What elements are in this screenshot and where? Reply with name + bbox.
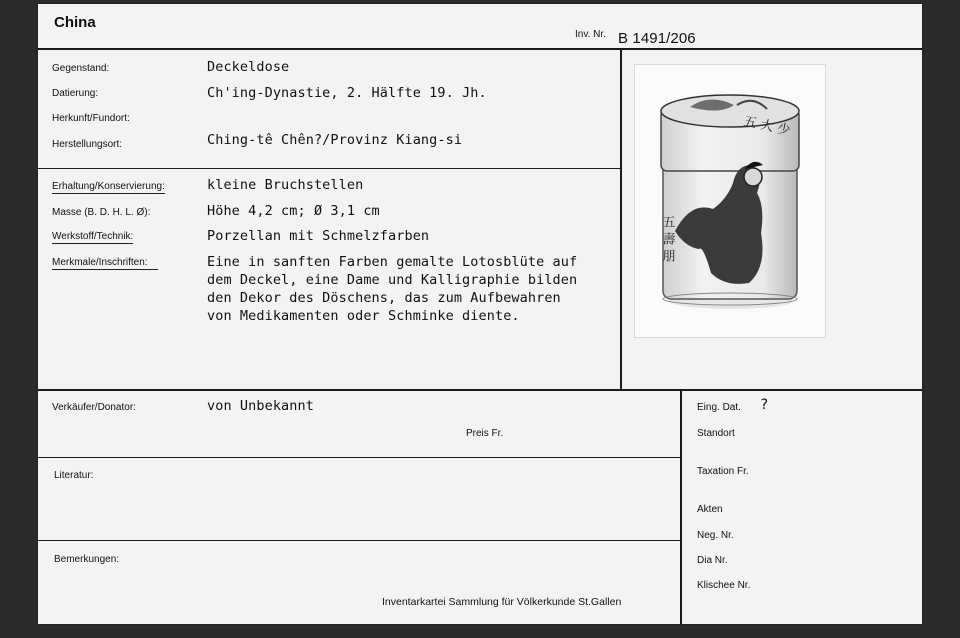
literatur-label: Literatur: <box>54 470 94 481</box>
datierung-label: Datierung: <box>52 88 99 99</box>
erhaltung-label: Erhaltung/Konservierung: <box>52 181 165 192</box>
verkaeufer-value: von Unbekannt <box>207 398 314 414</box>
werkstoff-value: Porzellan mit Schmelzfarben <box>207 228 430 244</box>
klischee-nr-label: Klischee Nr. <box>697 580 751 591</box>
akten-label: Akten <box>697 504 723 515</box>
calligraphy-side: 五 壽 朋 <box>659 215 675 263</box>
region-title: China <box>54 14 96 31</box>
dia-nr-label: Dia Nr. <box>697 555 728 566</box>
masse-value: Höhe 4,2 cm; Ø 3,1 cm <box>207 203 380 219</box>
bemerkungen-label: Bemerkungen: <box>54 554 120 565</box>
calligraphy-lid: 五 大 少 <box>742 114 792 139</box>
preis-label: Preis Fr. <box>466 428 504 439</box>
herstellungsort-value: Ching-tê Chên?/Provinz Kiang-si <box>207 132 463 148</box>
divider-section-1 <box>38 168 621 169</box>
standort-label: Standort <box>697 428 735 439</box>
divider-right-vertical <box>680 390 682 624</box>
divider-section-3 <box>38 457 681 458</box>
taxation-label: Taxation Fr. <box>697 466 749 477</box>
inventory-card <box>38 4 922 624</box>
masse-label: Masse (B. D. H. L. Ø): <box>52 207 151 218</box>
merkmale-line-4: von Medikamenten oder Schminke diente. <box>207 308 520 324</box>
herstellungsort-label: Herstellungsort: <box>52 139 123 150</box>
gegenstand-label: Gegenstand: <box>52 63 110 74</box>
eing-dat-value: ? <box>760 397 769 413</box>
merkmale-line-2: dem Deckel, eine Dame und Kalligraphie bilden <box>207 272 578 288</box>
object-photo <box>634 64 826 338</box>
merkmale-line-3: den Dekor des Döschens, das zum Aufbewahren <box>207 290 561 306</box>
gegenstand-value: Deckeldose <box>207 59 290 75</box>
divider-photo-vertical <box>620 49 622 390</box>
lidded-box-image <box>635 65 825 337</box>
eing-dat-label: Eing. Dat. <box>697 402 741 413</box>
inv-label: Inv. Nr. <box>575 29 606 40</box>
divider-header <box>38 48 922 50</box>
erhaltung-value: kleine Bruchstellen <box>207 177 364 193</box>
merkmale-line-1: Eine in sanften Farben gemalte Lotosblüte auf <box>207 254 578 270</box>
divider-section-2 <box>38 389 922 391</box>
inv-number: B 1491/206 <box>618 30 696 47</box>
verkaeufer-label: Verkäufer/Donator: <box>52 402 136 413</box>
datierung-value: Ch'ing-Dynastie, 2. Hälfte 19. Jh. <box>207 85 487 101</box>
merkmale-label: Merkmale/Inschriften: <box>52 257 158 270</box>
herkunft-label: Herkunft/Fundort: <box>52 113 130 124</box>
werkstoff-label: Werkstoff/Technik: <box>52 231 134 242</box>
divider-section-4 <box>38 540 681 541</box>
collection-footer: Inventarkartei Sammlung für Völkerkunde St.Gallen <box>382 596 622 608</box>
neg-nr-label: Neg. Nr. <box>697 530 734 541</box>
